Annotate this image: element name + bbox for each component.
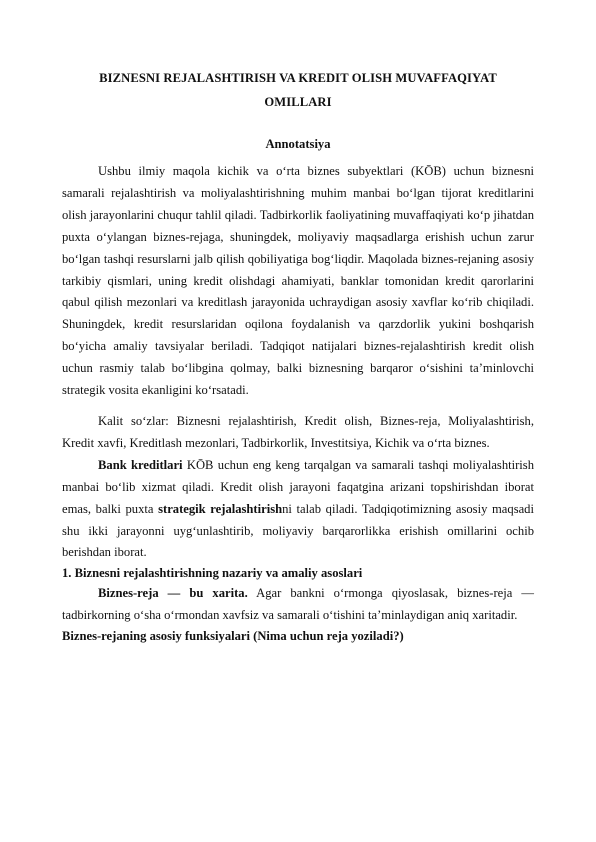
intro-bold-1: Bank kreditlari xyxy=(98,457,183,472)
intro-text-2: ni talab qiladi. Tadqiqotimizning asosiy maqsadi shu ikki jarayonni uyg‘unlashtirib, moliyaviy barqarorlikka erishish omillarini ochib berishdan iborat. xyxy=(62,501,534,560)
abstract-paragraph: Ushbu ilmiy maqola kichik va o‘rta biznes subyektlari (KŌB) uchun biznesni samarali rejalashtirish va moliyalashtirishning muhim manbai bo‘lgan tijorat kreditlarini olish jarayonlarini chuqur tahlil qiladi. Tadbirkorlik faoliyatining muvaffaqiyati ko‘p jihatdan puxta o‘ylangan biznes-rejaga, shuningdek, moliyaviy maqsadlarga erishish uchun zarur bo‘lgan tashqi resurslarni jalb qilish qobiliyatiga bog‘liqdir. Maqolada biznes-rejaning asosiy tarkibiy qismlari, uning kredit olishdagi ahamiyati, banklar tomonidan kredit qarorlarini qabul qilish mezonlari va kreditlash jarayonida uchraydigan asosiy xavflar ko‘rib chiqiladi. Shuningdek, kredit resurslaridan oqilona foydalanish va qarzdorlik yukini boshqarish bo‘yicha amaliy tavsiyalar beriladi. Tadqiqot natijalari biznes-rejalashtirish kredit olish uchun rasmiy talab bo‘libgina qolmay, balki biznesning barqaror o‘sishini ta’minlovchi strategik vosita ekanligini ko‘rsatadi. xyxy=(62,164,534,398)
title-line-1: BIZNESNI REJALASHTIRISH VA KREDIT OLISH MUVAFFAQIYAT xyxy=(99,71,497,85)
section-1-paragraph xyxy=(62,583,534,627)
title-line-2: OMILLARI xyxy=(264,95,332,109)
intro-text-1: KŌB uchun eng keng tarqalgan va samarali tashqi moliyalashtirish manbai bo‘lib xizmat qiladi. Kredit olish jarayoni faqatgina arizani topshirishdan iborat emas, balki puxta xyxy=(62,457,535,516)
intro-bold-2: strategik rejalashtirish xyxy=(158,501,283,516)
keywords-paragraph: Kalit so‘zlar: Biznesni rejalashtirish, Kredit olish, Biznes-reja, Moliyalashtirish, Kredit xavfi, Kreditlash mezonlari, Tadbirkorlik, Investitsiya, Kichik va o‘rta biznes. xyxy=(62,413,534,450)
section-1-bold: Biznes-reja — bu xarita. xyxy=(98,586,248,601)
paper-title xyxy=(62,66,534,114)
annotation-heading: Annotatsiya xyxy=(265,137,331,151)
intro-paragraph xyxy=(62,455,534,565)
functions-subheading: Biznes-rejaning asosiy funksiyalari (Nima uchun reja yoziladi?) xyxy=(62,629,404,644)
section-1-heading: 1. Biznesni rejalashtirishning nazariy va amaliy asoslari xyxy=(62,566,363,581)
section-1-text: Agar bankni o‘rmonga qiyoslasak, biznes-reja — tadbirkorning o‘sha o‘rmondan xavfsiz va samarali o‘tishini ta’minlaydigan aniq xaritadir. xyxy=(62,586,534,623)
